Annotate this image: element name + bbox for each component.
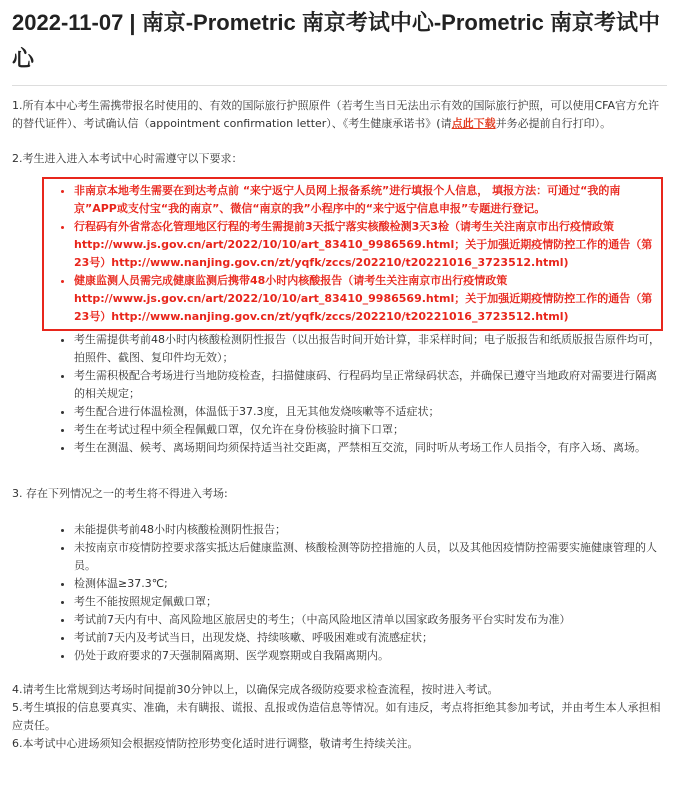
item-4-text: 4.请考生比常规到达考场时间提前30分钟以上，以确保完成各级防疫要求检查流程，按时进入考试。 bbox=[12, 683, 499, 696]
highlighted-requirement-item: • 行程码有外省常态化管理地区行程的考生需提前3天抵宁落实核酸检测3天3检（请考生关注南京市出行疫情政策http://www.js.gov.cn/art/2022/10/10/art_83410_9986569.html；关于加强近期疫情防控工作的通告（第23号）http://www.nanjing.gov.cn/zt/yqfk/zccs/202210/t20221016_3723512.html) bbox=[74, 218, 659, 272]
download-link[interactable]: 点此下载 bbox=[451, 117, 496, 130]
exclusion-item: • 仍处于政府要求的7天强制隔离期、医学观察期或自我隔离期内。 bbox=[74, 647, 667, 665]
item-5-text: 5.考生填报的信息要真实、准确，未有瞒报、谎报、乱报或伪造信息等情况。如有违反，考点将拒绝其参加考试，并由考生本人承担相应责任。 bbox=[12, 701, 661, 732]
requirement-item: • 考生需积极配合考场进行当地防疫检查，扫描健康码、行程码均呈正常绿码状态，并确保已遵守当地政府对需要进行隔离的相关规定； bbox=[74, 367, 667, 403]
highlighted-requirement-item: • 非南京本地考生需要在到达考点前 “来宁返宁人员网上报备系统”进行填报个人信息， 填报方法：可通过“我的南京”APP或支付宝“我的南京”、微信“南京的我”小程序中的“来宁返宁信息申报”专题进行登记。 bbox=[74, 182, 659, 218]
title-divider bbox=[12, 85, 667, 86]
requirement-item: • 考生在考试过程中须全程佩戴口罩，仅允许在身份核验时摘下口罩； bbox=[74, 421, 667, 439]
exclusion-item: • 未能提供考前48小时内核酸检测阴性报告； bbox=[74, 521, 667, 539]
item-6-text: 6.本考试中心进场须知会根据疫情防控形势变化适时进行调整，敬请考生持续关注。 bbox=[12, 737, 419, 750]
highlighted-requirements-box bbox=[42, 177, 663, 331]
entry-requirements-list bbox=[12, 331, 667, 457]
item-1-text-before: 1.所有本中心考生需携带报名时使用的、有效的国际旅行护照原件（若考生当日无法出示有效的国际旅行护照，可以使用CFA官方允许的替代证件）、考试确认信（appointment confirmation letter）、《考生健康承诺书》(请 bbox=[12, 99, 660, 130]
page-title: 2022-11-07 | 南京-Prometric 南京考试中心-Prometric 南京考试中心 bbox=[12, 10, 660, 71]
requirement-item: • 考生在测温、候考、离场期间均须保持适当社交距离，严禁相互交流，同时听从考场工作人员指令，有序入场、离场。 bbox=[74, 439, 667, 457]
exclusion-item: • 检测体温≥37.3℃; bbox=[74, 575, 667, 593]
exclusion-list bbox=[12, 521, 667, 665]
requirement-item: • 考生需提供考前48小时内核酸检测阴性报告（以出报告时间开始计算，非采样时间；电子版报告和纸质版报告原件均可，拍照件、截图、复印件均无效）； bbox=[74, 331, 667, 367]
exclusion-item: • 考试前7天内及考试当日，出现发烧、持续咳嗽、呼吸困难或有流感症状； bbox=[74, 629, 667, 647]
requirement-item: • 考生配合进行体温检测，体温低于37.3度，且无其他发烧咳嗽等不适症状； bbox=[74, 403, 667, 421]
final-notes bbox=[12, 681, 667, 753]
highlighted-requirements-list bbox=[44, 182, 659, 326]
exclusion-item: • 考试前7天内有中、高风险地区旅居史的考生；（中高风险地区清单以国家政务服务平台实时发布为准） bbox=[74, 611, 667, 629]
item-1-text-after: 并务必提前自行打印）。 bbox=[495, 117, 612, 130]
item-3-heading: 3. 存在下列情况之一的考生将不得进入考场: bbox=[12, 487, 228, 500]
exclusion-item: • 考生不能按照规定佩戴口罩； bbox=[74, 593, 667, 611]
item-2-heading: 2.考生进入进入本考试中心时需遵守以下要求： bbox=[12, 152, 243, 165]
highlighted-requirement-item: • 健康监测人员需完成健康监测后携带48小时内核酸报告（请考生关注南京市出行疫情政策http://www.js.gov.cn/art/2022/10/10/art_83410_9986569.html；关于加强近期疫情防控工作的通告（第23号）http://www.nanjing.gov.cn/zt/yqfk/zccs/202210/t20221016_3723512.html) bbox=[74, 272, 659, 326]
exclusion-item: • 未按南京市疫情防控要求落实抵达后健康监测、核酸检测等防控措施的人员，以及其他因疫情防控需要实施健康管理的人员。 bbox=[74, 539, 667, 575]
item-1-text bbox=[12, 97, 667, 133]
